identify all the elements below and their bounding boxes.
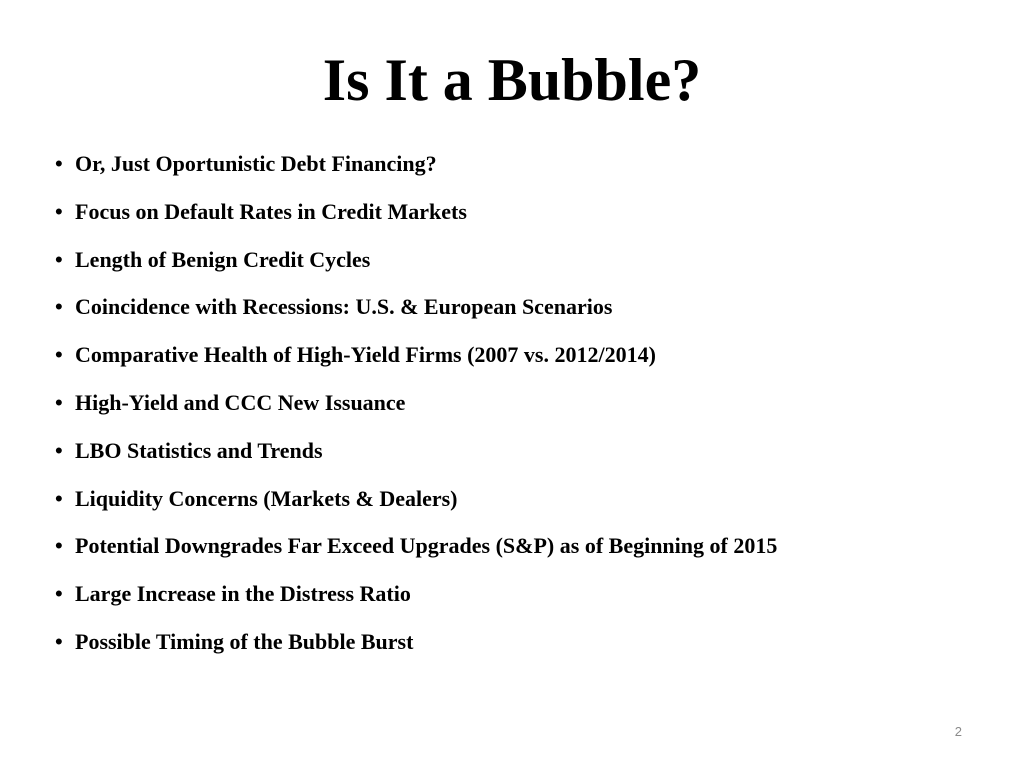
bullet-icon: • — [55, 533, 63, 559]
bullet-item — [55, 146, 985, 194]
bullet-text: Length of Benign Credit Cycles — [75, 246, 371, 272]
bullet-item — [55, 481, 985, 529]
bullet-item — [55, 337, 985, 385]
bullet-item — [55, 576, 985, 624]
bullet-text: Possible Timing of the Bubble Burst — [75, 628, 414, 654]
bullet-icon: • — [55, 198, 63, 224]
bullet-icon: • — [55, 389, 63, 415]
bullet-icon: • — [55, 342, 63, 368]
bullet-text: Potential Downgrades Far Exceed Upgrades (S&P) as of Beginning of 2015 — [75, 533, 778, 559]
bullet-text: Comparative Health of High-Yield Firms (2007 vs. 2012/2014) — [75, 342, 656, 368]
bullet-text: Focus on Default Rates in Credit Markets — [75, 198, 467, 224]
bullet-text: Coincidence with Recessions: U.S. & European Scenarios — [75, 294, 613, 320]
bullet-text: Or, Just Oportunistic Debt Financing? — [75, 151, 437, 176]
bullet-list — [55, 146, 985, 672]
bullet-text: LBO Statistics and Trends — [75, 437, 323, 463]
bullet-text: Liquidity Concerns (Markets & Dealers) — [75, 485, 458, 511]
bullet-item — [55, 433, 985, 481]
bullet-item — [55, 624, 985, 672]
bullet-icon: • — [55, 294, 63, 320]
bullet-item — [55, 242, 985, 290]
bullet-icon: • — [55, 437, 63, 463]
bullet-item — [55, 528, 985, 576]
bullet-item — [55, 289, 985, 337]
bullet-item — [55, 194, 985, 242]
bullet-icon: • — [55, 581, 63, 607]
page-number: 2 — [954, 724, 962, 739]
bullet-text: High-Yield and CCC New Issuance — [75, 389, 406, 415]
bullet-icon: • — [55, 151, 63, 176]
bullet-item — [55, 385, 985, 433]
bullet-icon: • — [55, 246, 63, 272]
bullet-icon: • — [55, 628, 63, 654]
bullet-icon: • — [55, 485, 63, 511]
slide-title: Is It a Bubble? — [322, 47, 702, 113]
bullet-text: Large Increase in the Distress Ratio — [75, 581, 411, 607]
